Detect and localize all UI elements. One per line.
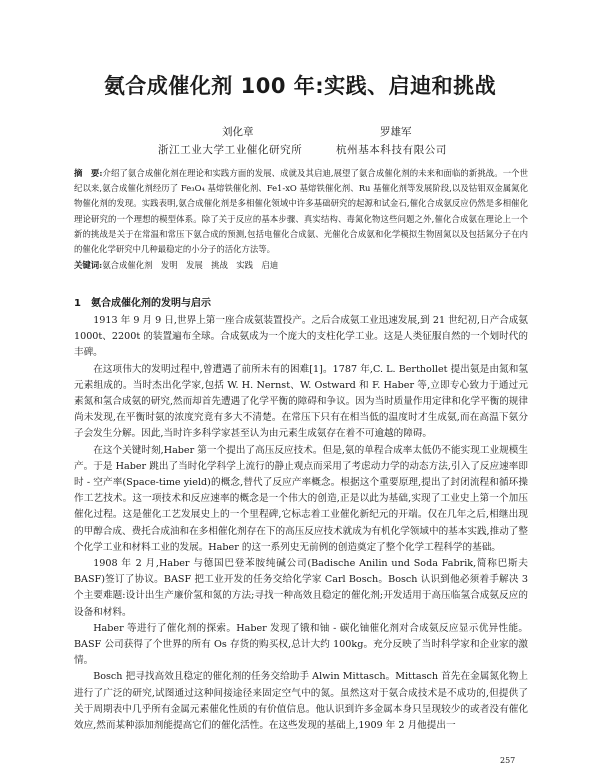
keywords-text: 氨合成催化剂 发明 发展 挑战 实践 启迪 <box>102 260 279 270</box>
paper-title: 氨合成催化剂 100 年:实践、启迪和挑战 <box>103 74 497 98</box>
paragraph: 1913 年 9 月 9 日,世界上第一座合成氨装置投产。之后合成氨工业迅速发展,到 21 世纪初,日产合成氨 1000t、2200t 的装置遍布全球。合成氨成为一个庞大的支柱化学工业。这是人类征服自然的一个划时代的丰碑。 <box>74 315 528 359</box>
author-2-affiliation: 杭州基本科技有限公司 <box>336 144 447 156</box>
section-heading: 1 氨合成催化剂的发明与启示 <box>74 298 211 309</box>
keywords-label: 关键词: <box>74 260 103 270</box>
author-2-name: 罗雄军 <box>380 126 412 138</box>
abstract-text: 介绍了氨合成催化剂在理论和实践方面的发展、成就及其启迪,展望了氨合成催化剂的未来和面临的新挑战。一个世纪以来,氨合成催化剂经历了 Fe₃O₄ 基熔铁催化剂、Fe1-xO 基熔铁催化剂、Ru 基催化剂等发展阶段,以及钴钼双金属氮化物催化剂的发现。实践表明,氨合成催化剂是多相催化领域中许多基础研究的起源和试金石,催化合成氨反应仍然是多相催化理论研究的一个理想的模型体系。除了关于反应的基本步骤、真实结构、毒氮化物这些问题之外,催化合成氨在理论上一个新的挑战是关于在常温和常压下氨合成的预测,包括电催化合成氨、光催化合成氨和化学模拟生物固氮以及包括氮分子在内的催化化学研究中几种最稳定的小分子的活化方法等。 <box>74 168 528 255</box>
abstract <box>74 166 528 257</box>
paragraph: 在这项伟大的发明过程中,曾遭遇了前所未有的困难[1]。1787 年,C. L. Berthollet 提出氨是由氮和氢元素组成的。当时杰出化学家,包括 W. H. Nernst、W. Ostward 和 F. Haber 等,立即专心致力于通过元素氮和氢合成氨的研究,然而却首先遭遇了化学平衡的障碍和争议。因为当时质量作用定律和化学平衡的规律尚未发现,在平衡时氨的浓度究竟有多大不清楚。在常压下只有在相当低的温度时才生成氨,而在高温下氨分子会发生分解。因此,当时许多科学家甚至认为由元素生成氨存在着不可逾越的障碍。 <box>74 363 528 440</box>
author-1-name: 刘化章 <box>222 126 254 138</box>
paragraph: 1908 年 2 月,Haber 与德国巴登苯胺纯碱公司(Badische Anilin und Soda Fabrik,简称巴斯夫 BASF)签订了协议。BASF 把工业开发的任务交给化学家 Carl Bosch。Bosch 认识到他必须着手解决 3 个主要难题:设计出生产廉价氢和氮的方法;寻找一种高效且稳定的催化剂;开发适用于高压临氢合成氨反应的设备和材料。 <box>74 558 528 618</box>
body-text <box>74 313 528 734</box>
author-1-affiliation: 浙江工业大学工业催化研究所 <box>158 144 303 156</box>
paragraph: 在这个关键时刻,Haber 第一个提出了高压反应技术。但是,氨的单程合成率太低仍不能实现工业规模生产。于是 Haber 跳出了当时化学科学上流行的静止观点而采用了考虑动力学的动态方法,引入了反应速率即时 - 空产率(Space-time yield)的概念,替代了反应产率概念。根据这个重要原理,提出了封闭流程和循环操作工艺技术。这一项技术和反应速率的概念是一个伟大的创造,正是以此为基础,实现了工业史上第一个加压催化过程。这是催化工艺发展史上的一个里程碑,它标志着工业催化新纪元的开端。仅在几年之后,相继出现的甲醇合成、费托合成油和在多相催化剂存在下的高压反应技术就成为有机化学领域中的基本实践,推动了整个化学工业和材料工业的发展。Haber 的这一系列史无前例的创造奠定了整个化学工程科学的基础。 <box>74 444 528 553</box>
keywords <box>74 258 528 272</box>
paragraph: Bosch 把寻找高效且稳定的催化剂的任务交给助手 Alwin Mittasch。Mittasch 首先在金属氮化物上进行了广泛的研究,试图通过这种间接途径来固定空气中的氮。虽然这对于氨合成技术是不成功的,但提供了关于周期表中几乎所有金属元素催化性质的有价值信息。他认识到许多金属本身只呈现较少的或者没有催化效应,然而某种添加剂能提高它们的催化活性。在这些发现的基础上,1909 年 2 月他提出一 <box>74 671 528 732</box>
abstract-label: 摘 要: <box>74 168 103 178</box>
page-number: 257 <box>500 756 516 765</box>
paragraph: Haber 等进行了催化剂的探索。Haber 发现了锇和铀 - 碳化铀催化剂对合成氨反应显示优异性能。BASF 公司获得了个世界的所有 Os 存货的购买权,总计大约 100kg。充分反映了当时科学家和企业家的激情。 <box>74 622 528 667</box>
